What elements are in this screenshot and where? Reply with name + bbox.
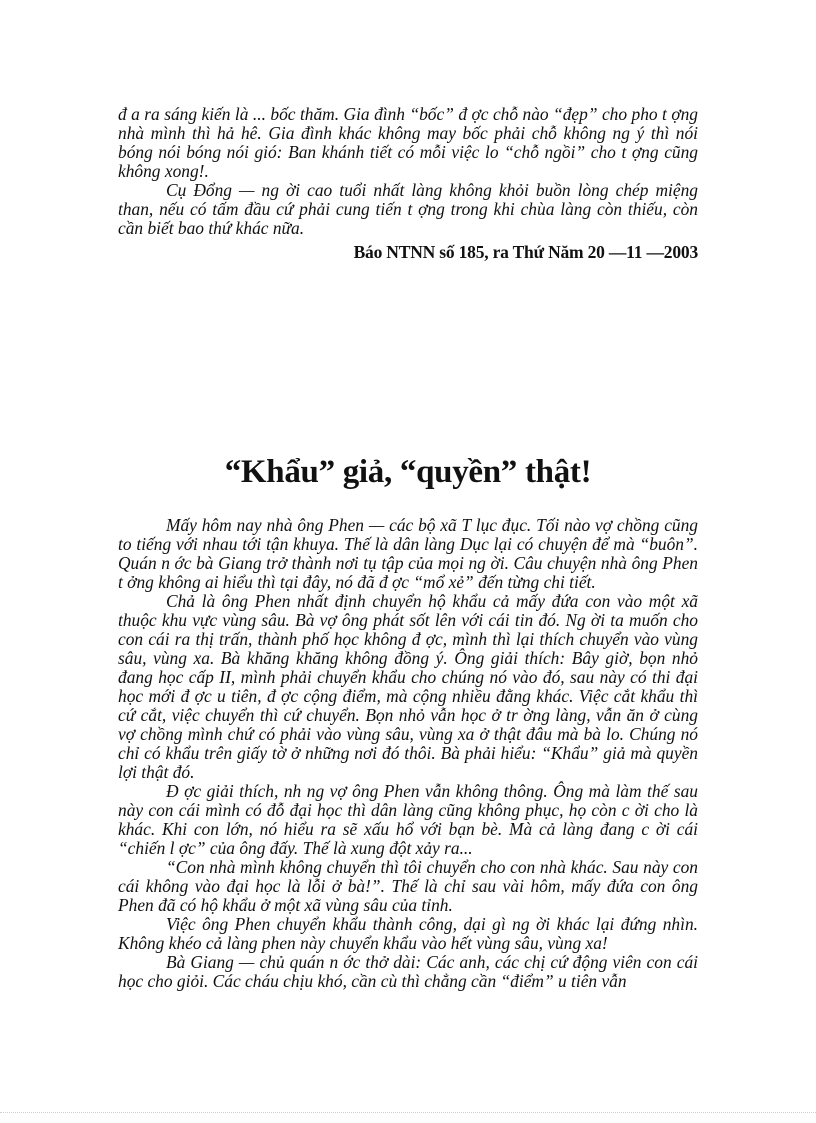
previous-article-ending <box>118 105 698 263</box>
article-body <box>118 516 698 991</box>
paragraph: “Con nhà mình không chuyển thì tôi chuyển cho con nhà khác. Sau này con cái không vào đại học là lỗi ở bà!”. Thế là chỉ sau vài hôm, mấy đứa con ông Phen đã có hộ khẩu ở một xã vùng sâu của tỉnh. <box>118 857 698 915</box>
page-bottom-divider <box>0 1112 816 1113</box>
source-citation: Báo NTNN số 185, ra Thứ Năm 20 —11 —2003 <box>353 242 698 262</box>
paragraph: Đ ợc giải thích, nh ng vợ ông Phen vẫn không thông. Ông mà làm thế sau này con cái mình có đỗ đại học thì dân làng cũng không phục, họ còn c ời cho là khác. Khi con lớn, nó hiểu ra sẽ xấu hổ với bạn bè. Mà cả làng đang c ời cái “chiến l ợc” của ông đấy. Thế là xung đột xảy ra... <box>118 781 698 858</box>
paragraph: Chả là ông Phen nhất định chuyển hộ khẩu cả mấy đứa con vào một xã thuộc khu vực vùng sâu. Bà vợ ông phát sốt lên với cái tin đó. Ng ời ta muốn cho con cái ra thị trấn, thành phố học không đ ợc, mình thì lại thích chuyển vào vùng sâu, vùng xa. Bà khăng khăng không đồng ý. Ông giải thích: Bây giờ, bọn nhỏ đang học cấp II, mình phải chuyển khẩu cho chúng nó vào đó, sau này có thi đại học mới đ ợc u tiên, đ ợc cộng điểm, mà cộng nhiều đằng khác. Việc cắt khẩu thì cứ cắt, việc chuyển thì cứ chuyển. Bọn nhỏ vẫn học ở tr ờng làng, vẫn ăn ở cùng vợ chồng mình chứ có phải vào vùng sâu, vùng xa ở thật đâu mà bà lo. Chúng nó chỉ có khẩu trên giấy tờ ở những nơi đó thôi. Bà phải hiểu: “Khẩu” giả mà quyền lợi thật đó. <box>118 591 698 782</box>
paragraph: Bà Giang — chủ quán n ớc thở dài: Các anh, các chị cứ động viên con cái học cho giỏi. Các cháu chịu khó, cần cù thì chẳng cần “điểm” u tiên vẫn <box>118 952 698 991</box>
paragraph: Mấy hôm nay nhà ông Phen — các bộ xã T lục đục. Tối nào vợ chồng cũng to tiếng với nhau tới tận khuya. Thế là dân làng Dục lại có chuyện để mà “buôn”. Quán n ớc bà Giang trở thành nơi tụ tập của mọi ng ời. Câu chuyện nhà ông Phen t ởng không ai hiểu thì tại đây, nó đã đ ợc “mổ xẻ” đến từng chi tiết. <box>118 515 698 592</box>
paragraph: Việc ông Phen chuyển khẩu thành công, dại gì ng ời khác lại đứng nhìn. Không khéo cả làng phen này chuyển khẩu vào hết vùng sâu, vùng xa! <box>118 914 698 953</box>
paragraph: đ a ra sáng kiến là ... bốc thăm. Gia đình “bốc” đ ợc chỗ nào “đẹp” cho pho t ợng nhà mình thì hả hê. Gia đình khác không may bốc phải chỗ không ng ý thì nói bóng nói bóng nói gió: Ban khánh tiết có mỗi việc lo “chỗ ngồi” cho t ợng cũng không xong!. <box>118 104 698 181</box>
article-title: “Khẩu” giả, “quyền” thật! <box>224 454 592 490</box>
paragraph: Cụ Đổng — ng ời cao tuổi nhất làng không khỏi buồn lòng chép miệng than, nếu có tấm đầu cứ phải cung tiến t ợng trong khi chùa làng còn thiếu, còn cần biết bao thứ khác nữa. <box>118 180 698 238</box>
